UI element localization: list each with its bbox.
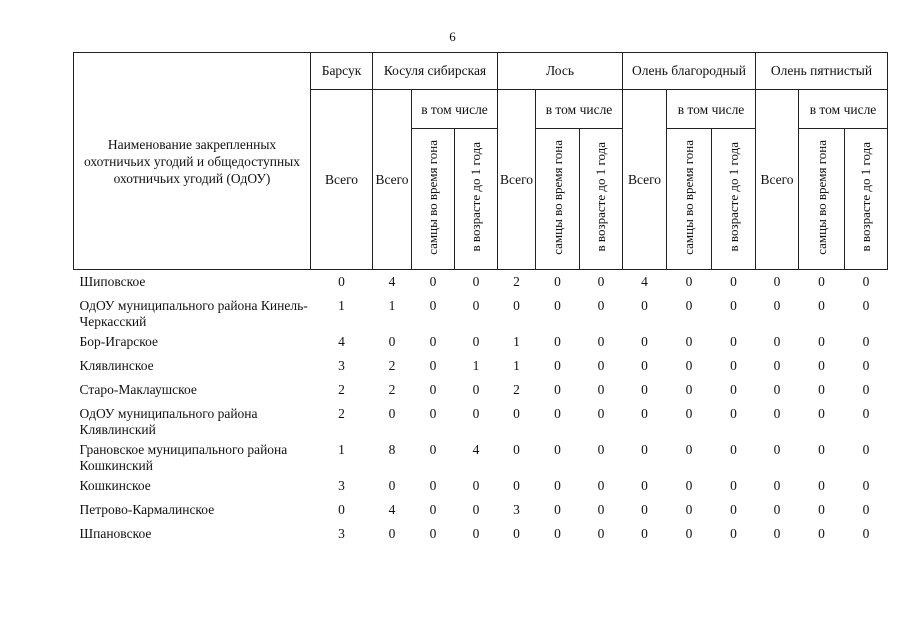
row-value: 0 bbox=[818, 526, 825, 541]
row-value: 0 bbox=[685, 406, 693, 421]
header-red-deer-young bbox=[712, 129, 756, 270]
row-name: Кошкинское bbox=[79, 478, 151, 493]
row-value: 0 bbox=[472, 478, 480, 493]
row-value: 0 bbox=[388, 406, 396, 421]
row-value: 0 bbox=[597, 382, 605, 397]
row-value: 0 bbox=[685, 334, 693, 349]
row-value: 2 bbox=[388, 382, 396, 397]
row-value: 0 bbox=[685, 526, 693, 541]
header-roe-total bbox=[373, 90, 412, 270]
row-value: 0 bbox=[472, 334, 480, 349]
header-total-label: Всего bbox=[375, 171, 409, 187]
row-value: 0 bbox=[429, 406, 437, 421]
row-value: 0 bbox=[554, 478, 561, 493]
table-row bbox=[74, 294, 888, 330]
row-value: 3 bbox=[338, 526, 345, 541]
row-value: 0 bbox=[773, 382, 781, 397]
header-total-label: Всего bbox=[499, 171, 534, 187]
page-number: 6 bbox=[449, 29, 456, 44]
header-roe-including: в том числе bbox=[412, 90, 498, 129]
row-value: 0 bbox=[818, 382, 825, 397]
row-value: 0 bbox=[862, 382, 870, 397]
row-value: 0 bbox=[429, 274, 437, 289]
header-species-red-deer: Олень благородный bbox=[623, 53, 756, 90]
row-value: 0 bbox=[388, 526, 396, 541]
row-name: Старо-Маклаушское bbox=[79, 382, 197, 397]
row-value: 0 bbox=[862, 526, 870, 541]
row-value: 0 bbox=[730, 358, 737, 373]
header-moose-young bbox=[580, 129, 623, 270]
row-value: 0 bbox=[818, 442, 825, 457]
row-name: Грановское муниципального района Кошкинский bbox=[79, 442, 288, 473]
row-value: 0 bbox=[730, 274, 737, 289]
header-species-badger: Барсук bbox=[311, 53, 373, 90]
row-value: 0 bbox=[730, 442, 737, 457]
row-value: 0 bbox=[818, 406, 825, 421]
row-value: 4 bbox=[388, 502, 396, 517]
row-value: 0 bbox=[730, 298, 737, 313]
header-sika-males bbox=[799, 129, 845, 270]
row-value: 1 bbox=[388, 298, 396, 313]
header-badger-total: Всего bbox=[311, 90, 373, 270]
table-row bbox=[74, 378, 888, 402]
row-value: 0 bbox=[818, 502, 825, 517]
row-value: 0 bbox=[554, 502, 561, 517]
table-header bbox=[74, 53, 888, 270]
row-value: 0 bbox=[862, 274, 870, 289]
row-value: 0 bbox=[641, 382, 648, 397]
row-value: 1 bbox=[513, 358, 520, 373]
row-value: 0 bbox=[338, 274, 345, 289]
table-row bbox=[74, 330, 888, 354]
row-value: 0 bbox=[730, 382, 737, 397]
header-young-label: в возрасте до 1 года bbox=[725, 142, 741, 252]
table-row bbox=[74, 402, 888, 438]
row-value: 0 bbox=[554, 274, 561, 289]
row-value: 2 bbox=[513, 382, 520, 397]
row-value: 2 bbox=[513, 274, 520, 289]
row-value: 3 bbox=[338, 478, 345, 493]
row-value: 0 bbox=[597, 526, 605, 541]
row-value: 0 bbox=[472, 382, 480, 397]
header-red-deer-males bbox=[667, 129, 712, 270]
row-value: 0 bbox=[429, 358, 437, 373]
row-value: 1 bbox=[472, 358, 480, 373]
row-value: 0 bbox=[685, 382, 693, 397]
row-value: 0 bbox=[773, 478, 781, 493]
row-value: 0 bbox=[429, 526, 437, 541]
row-value: 0 bbox=[388, 478, 396, 493]
header-species-roe-deer: Косуля сибирская bbox=[373, 53, 498, 90]
row-value: 0 bbox=[773, 358, 781, 373]
row-value: 0 bbox=[862, 334, 870, 349]
row-value: 0 bbox=[597, 358, 605, 373]
row-value: 0 bbox=[641, 442, 648, 457]
row-value: 0 bbox=[513, 526, 520, 541]
row-value: 0 bbox=[641, 502, 648, 517]
row-value: 0 bbox=[773, 298, 781, 313]
row-value: 0 bbox=[862, 358, 870, 373]
row-value: 4 bbox=[472, 442, 480, 457]
row-value: 0 bbox=[472, 406, 480, 421]
row-value: 0 bbox=[773, 526, 781, 541]
header-sika-total bbox=[756, 90, 799, 270]
header-males-label: самцы во время гона bbox=[549, 139, 565, 255]
row-value: 0 bbox=[554, 382, 561, 397]
header-name-column: Наименование закрепленных охотничьих угодий и общедоступных охотничьих угодий (ОдОУ) bbox=[74, 53, 311, 270]
row-value: 0 bbox=[685, 478, 693, 493]
header-red-deer-including: в том числе bbox=[667, 90, 756, 129]
header-moose-males bbox=[536, 129, 580, 270]
header-males-label: самцы во время гона bbox=[425, 139, 440, 255]
row-value: 0 bbox=[773, 274, 781, 289]
header-total-label: Всего bbox=[627, 171, 662, 187]
row-value: 0 bbox=[818, 274, 825, 289]
row-value: 0 bbox=[429, 334, 437, 349]
table-row bbox=[74, 498, 888, 522]
row-name: Шпановское bbox=[79, 526, 152, 541]
row-value: 0 bbox=[862, 406, 870, 421]
row-name: Бор-Игарское bbox=[79, 334, 159, 349]
table-row bbox=[74, 354, 888, 378]
row-value: 0 bbox=[818, 358, 825, 373]
row-value: 0 bbox=[597, 334, 605, 349]
row-value: 2 bbox=[388, 358, 396, 373]
row-name: ОдОУ муниципального района Кинель-Черкасский bbox=[79, 298, 308, 329]
row-value: 3 bbox=[338, 358, 345, 373]
table-row bbox=[74, 438, 888, 474]
row-value: 4 bbox=[388, 274, 396, 289]
row-value: 0 bbox=[513, 478, 520, 493]
row-value: 0 bbox=[554, 334, 561, 349]
row-value: 0 bbox=[554, 526, 561, 541]
row-value: 0 bbox=[730, 502, 737, 517]
row-value: 0 bbox=[773, 442, 781, 457]
row-value: 0 bbox=[513, 298, 520, 313]
row-value: 0 bbox=[818, 298, 825, 313]
table-row bbox=[74, 522, 888, 546]
row-value: 0 bbox=[597, 298, 605, 313]
row-value: 0 bbox=[685, 358, 693, 373]
row-value: 4 bbox=[641, 274, 648, 289]
row-value: 0 bbox=[641, 406, 648, 421]
row-value: 0 bbox=[818, 334, 825, 349]
row-value: 0 bbox=[472, 502, 480, 517]
row-value: 1 bbox=[338, 298, 345, 313]
row-value: 0 bbox=[773, 334, 781, 349]
header-moose-including: в том числе bbox=[536, 90, 623, 129]
header-young-label: в возрасте до 1 года bbox=[858, 142, 873, 252]
row-value: 0 bbox=[862, 298, 870, 313]
row-value: 0 bbox=[472, 526, 480, 541]
row-value: 0 bbox=[597, 442, 605, 457]
row-value: 0 bbox=[429, 478, 437, 493]
row-value: 0 bbox=[641, 478, 648, 493]
row-value: 0 bbox=[472, 274, 480, 289]
header-males-label: самцы во время гона bbox=[813, 139, 829, 255]
row-value: 0 bbox=[641, 358, 648, 373]
row-value: 0 bbox=[773, 406, 781, 421]
row-value: 0 bbox=[641, 526, 648, 541]
row-value: 0 bbox=[597, 478, 605, 493]
row-value: 0 bbox=[554, 442, 561, 457]
row-value: 0 bbox=[429, 298, 437, 313]
row-value: 0 bbox=[554, 358, 561, 373]
row-name: Петрово-Кармалинское bbox=[79, 502, 215, 517]
row-value: 0 bbox=[685, 298, 693, 313]
header-moose-total bbox=[498, 90, 536, 270]
row-value: 0 bbox=[685, 442, 693, 457]
table-body bbox=[74, 270, 888, 547]
header-roe-young bbox=[455, 129, 498, 270]
row-value: 0 bbox=[862, 442, 870, 457]
header-red-deer-total bbox=[623, 90, 667, 270]
row-value: 0 bbox=[730, 334, 737, 349]
row-value: 0 bbox=[429, 382, 437, 397]
header-sika-young bbox=[845, 129, 888, 270]
row-value: 1 bbox=[513, 334, 520, 349]
row-value: 0 bbox=[429, 442, 437, 457]
table-row bbox=[74, 474, 888, 498]
row-value: 0 bbox=[773, 502, 781, 517]
header-total-label: Всего bbox=[760, 171, 794, 187]
row-value: 0 bbox=[862, 478, 870, 493]
row-value: 8 bbox=[388, 442, 396, 457]
header-roe-males bbox=[412, 129, 455, 270]
row-value: 0 bbox=[429, 502, 437, 517]
header-species-sika-deer: Олень пятнистый bbox=[756, 53, 888, 90]
row-value: 2 bbox=[338, 406, 345, 421]
row-value: 0 bbox=[597, 406, 605, 421]
row-value: 1 bbox=[338, 442, 345, 457]
row-name: Шиповское bbox=[79, 274, 146, 289]
row-value: 0 bbox=[388, 334, 396, 349]
row-value: 0 bbox=[818, 478, 825, 493]
header-males-label: самцы во время гона bbox=[681, 139, 696, 255]
row-value: 0 bbox=[554, 298, 561, 313]
row-value: 0 bbox=[862, 502, 870, 517]
row-value: 0 bbox=[730, 478, 737, 493]
header-sika-including: в том числе bbox=[799, 90, 888, 129]
row-value: 0 bbox=[554, 406, 561, 421]
row-value: 0 bbox=[513, 442, 520, 457]
row-value: 0 bbox=[513, 406, 520, 421]
table-row bbox=[74, 270, 888, 295]
row-value: 0 bbox=[685, 274, 693, 289]
row-value: 0 bbox=[730, 406, 737, 421]
row-value: 0 bbox=[338, 502, 345, 517]
row-value: 0 bbox=[730, 526, 737, 541]
row-value: 0 bbox=[597, 502, 605, 517]
row-value: 3 bbox=[513, 502, 520, 517]
row-value: 4 bbox=[338, 334, 345, 349]
row-name: Клявлинское bbox=[79, 358, 154, 373]
header-young-label: в возрасте до 1 года bbox=[593, 142, 608, 252]
game-animal-table bbox=[73, 52, 888, 546]
row-value: 0 bbox=[641, 334, 648, 349]
header-species-moose: Лось bbox=[498, 53, 623, 90]
header-young-label: в возрасте до 1 года bbox=[468, 142, 483, 252]
row-name: ОдОУ муниципального района Клявлинский bbox=[79, 406, 258, 437]
row-value: 0 bbox=[472, 298, 480, 313]
row-value: 0 bbox=[597, 274, 605, 289]
row-value: 0 bbox=[685, 502, 693, 517]
row-value: 2 bbox=[338, 382, 345, 397]
row-value: 0 bbox=[641, 298, 648, 313]
